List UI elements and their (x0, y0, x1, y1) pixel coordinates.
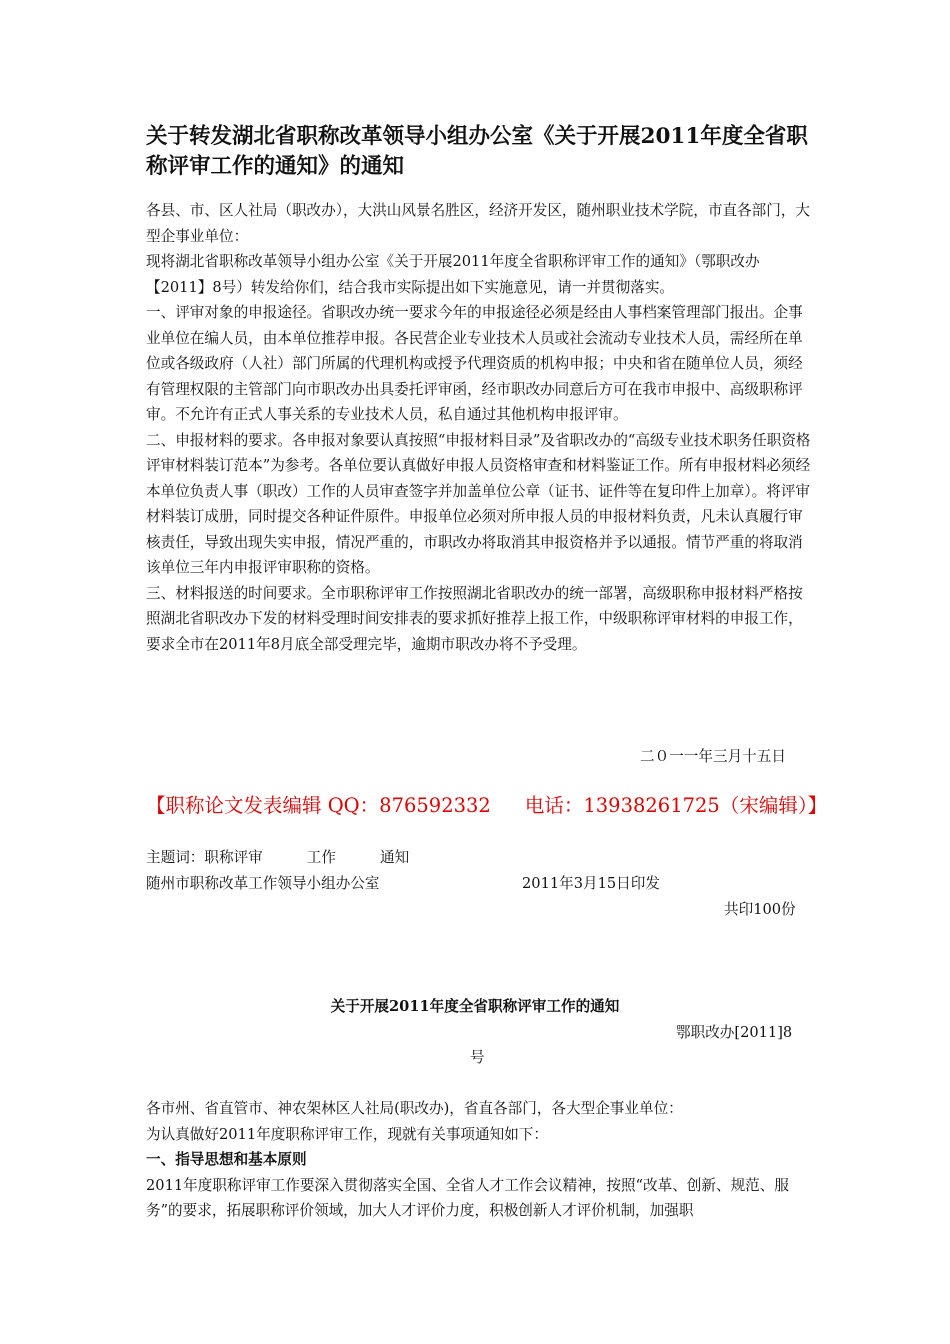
attached-doc-number-suffix: 号 (470, 1049, 485, 1066)
attached-recipients: 各市州、省直管市、神农架林区人社局(职改办)，省直各部门，各大型企事业单位： (146, 1100, 683, 1117)
attached-intro: 为认真做好2011年度职称评审工作，现就有关事项通知如下： (146, 1125, 548, 1143)
keyword-notice: 通知 (379, 849, 410, 866)
issuer-line: 随州市职称改革工作领导小组办公室 (146, 875, 380, 892)
notice-date: 二０一一年三月十五日 (640, 748, 786, 765)
keywords-label: 主题词：职称评审 (146, 849, 263, 866)
item-2-paragraph: 二、申报材料的要求。各申报对象要认真按照“申报材料目录”及省职改办的“高级专业技术职务任职资格评审材料装订范本”为参考。各单位要认真做好申报人员资格审查和材料鉴证工作。所有申报材料必须经本单位负责人事（职改）工作的人员审查签字并加盖单位公章（证书、证件等在复印件上加章）。将评审材料装订成册，同时提交各种证件原件。申报单位必须对所申报人员的申报材料负责，凡未认真履行审核责任，导致出现失实申报，情况严重的，市职改办将取消其申报资格并予以通报。情节严重的将取消该单位三年内申报评审职称的资格。 (146, 431, 811, 576)
printed-date: 2011年3月15日印发 (522, 875, 660, 892)
document-title: 关于转发湖北省职称改革领导小组办公室《关于开展2011年度全省职称评审工作的通知》的通知 (146, 124, 808, 179)
attached-body (146, 1096, 811, 1224)
advert-qq: 【职称论文发表编辑 QQ：876592332 (146, 794, 491, 817)
attached-doc-number: 鄂职改办[2011]8 (676, 1024, 793, 1041)
attached-notice-title: 关于开展2011年度全省职称评审工作的通知 (330, 998, 620, 1015)
keywords-line (146, 846, 453, 867)
intro-paragraph: 现将湖北省职称改革领导小组办公室《关于开展2011年度全省职称评审工作的通知》（鄂职改办【2011】8号）转发给你们，结合我市实际提出如下实施意见，请一并贯彻落实。 (146, 253, 760, 296)
recipients-line: 各县、市、区人社局（职改办），大洪山风景名胜区，经济开发区，随州职业技术学院，市直各部门，大型企事业单位： (146, 202, 811, 245)
item-1-paragraph: 一、评审对象的申报途径。省职改办统一要求今年的申报途径必须是经由人事档案管理部门报出。企事业单位在编人员，由本单位推荐申报。各民营企业专业技术人员或社会流动专业技术人员，需经所在单位或各级政府（人社）部门所属的代理机构或授予代理资质的机构申报；中央和省在随单位人员，须经有管理权限的主管部门向市职改办出具委托评审函，经市职改办同意后方可在我市申报中、高级职称评审。不允许有正式人事关系的专业技术人员，私自通过其他机构申报评审。 (146, 304, 803, 423)
section-1-paragraph: 2011年度职称评审工作要深入贯彻落实全国、全省人才工作会议精神，按照“改革、创新、规范、服务”的要求，拓展职称评价领域，加大人才评价力度，积极创新人才评价机制，加强职 (146, 1176, 789, 1219)
item-3-paragraph: 三、材料报送的时间要求。全市职称评审工作按照湖北省职改办的统一部署，高级职称申报材料严格按照湖北省职改办下发的材料受理时间安排表的要求抓好推荐上报工作，中级职称评审材料的申报工作，要求全市在2011年8月底全部受理完毕，逾期市职改办将不予受理。 (146, 584, 803, 653)
section-1-heading: 一、指导思想和基本原则 (146, 1151, 307, 1168)
advert-phone: 电话：13938261725（宋编辑）】 (524, 794, 828, 817)
notice-body (146, 198, 811, 657)
editor-advert (146, 790, 827, 818)
print-copies: 共印100份 (724, 901, 796, 918)
keyword-work: 工作 (306, 849, 336, 866)
